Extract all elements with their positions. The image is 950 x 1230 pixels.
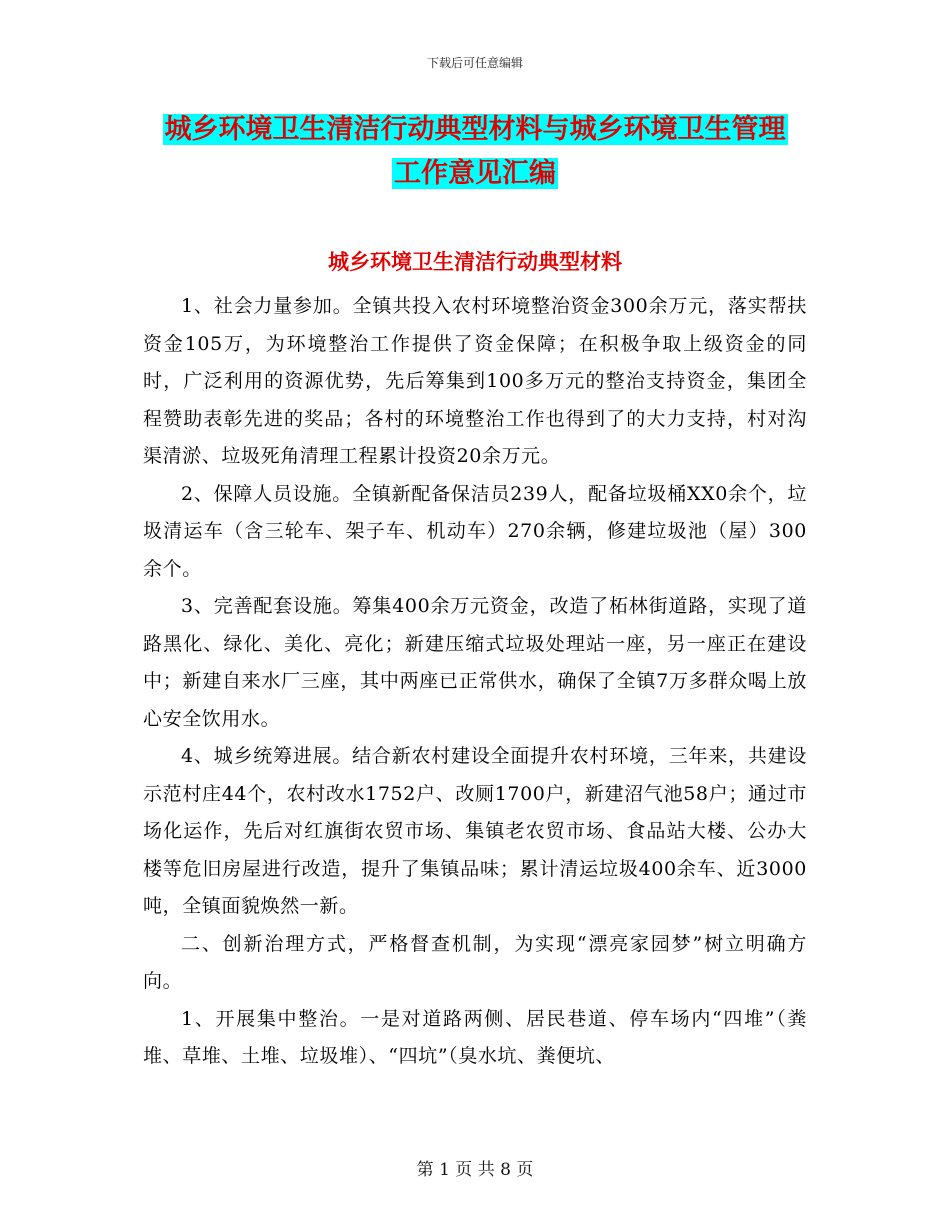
- document-title-line-2: [140, 156, 810, 192]
- paragraph-5: 二、创新治理方式，严格督查机制，为实现“漂亮家园梦”树立明确方向。: [143, 932, 807, 992]
- header-note: 下载后可任意编辑: [426, 56, 523, 70]
- paragraph-1: 1、社会力量参加。全镇共投入农村环境整治资金300余万元，落实帮扶资金105万，为环境整治工作提供了资金保障；在积极争取上级资金的同时，广泛利用的资源优势，先后筹集到100多万元的整治支持资金，集团全程赞助表彰先进的奖品；各村的环境整治工作也得到了的大力支持，村对沟渠清淤、垃圾死角清理工程累计投资20余万元。: [143, 295, 807, 467]
- paragraph-3: 3、完善配套设施。筹集400余万元资金，改造了柘林街道路，实现了道路黑化、绿化、美化、亮化；新建压缩式垃圾处理站一座，另一座正在建设中；新建自来水厂三座，其中两座已正常供水，确保了全镇7万多群众喝上放心安全饮用水。: [143, 595, 807, 730]
- section-title: 城乡环境卫生清洁行动典型材料: [328, 249, 622, 274]
- document-title-line-1: [140, 112, 810, 148]
- title-text-line-1: 城乡环境卫生清洁行动典型材料与城乡环境卫生管理: [164, 114, 786, 145]
- title-text-line-2: 工作意见汇编: [394, 158, 556, 189]
- paragraph-4: 4、城乡统筹进展。结合新农村建设全面提升农村环境，三年来，共建设示范村庄44个，农村改水1752户、改厕1700户，新建沼气池58户；通过市场化运作，先后对红旗街农贸市场、集镇老农贸市场、食品站大楼、公办大楼等危旧房屋进行改造，提升了集镇品味；累计清运垃圾400余车、近3000吨，全镇面貌焕然一新。: [143, 745, 807, 917]
- paragraph-2: 2、保障人员设施。全镇新配备保洁员239人，配备垃圾桶XX0余个，垃圾清运车（含三轮车、架子车、机动车）270余辆，修建垃圾池（屋）300余个。: [143, 482, 807, 580]
- body-text: [143, 288, 807, 1076]
- paragraph-6: 1、开展集中整治。一是对道路两侧、居民巷道、停车场内“四堆”（粪堆、草堆、土堆、垃圾堆）、“四坑”（臭水坑、粪便坑、: [143, 1007, 807, 1067]
- page-footer: 第 1 页 共 8 页: [416, 1160, 534, 1180]
